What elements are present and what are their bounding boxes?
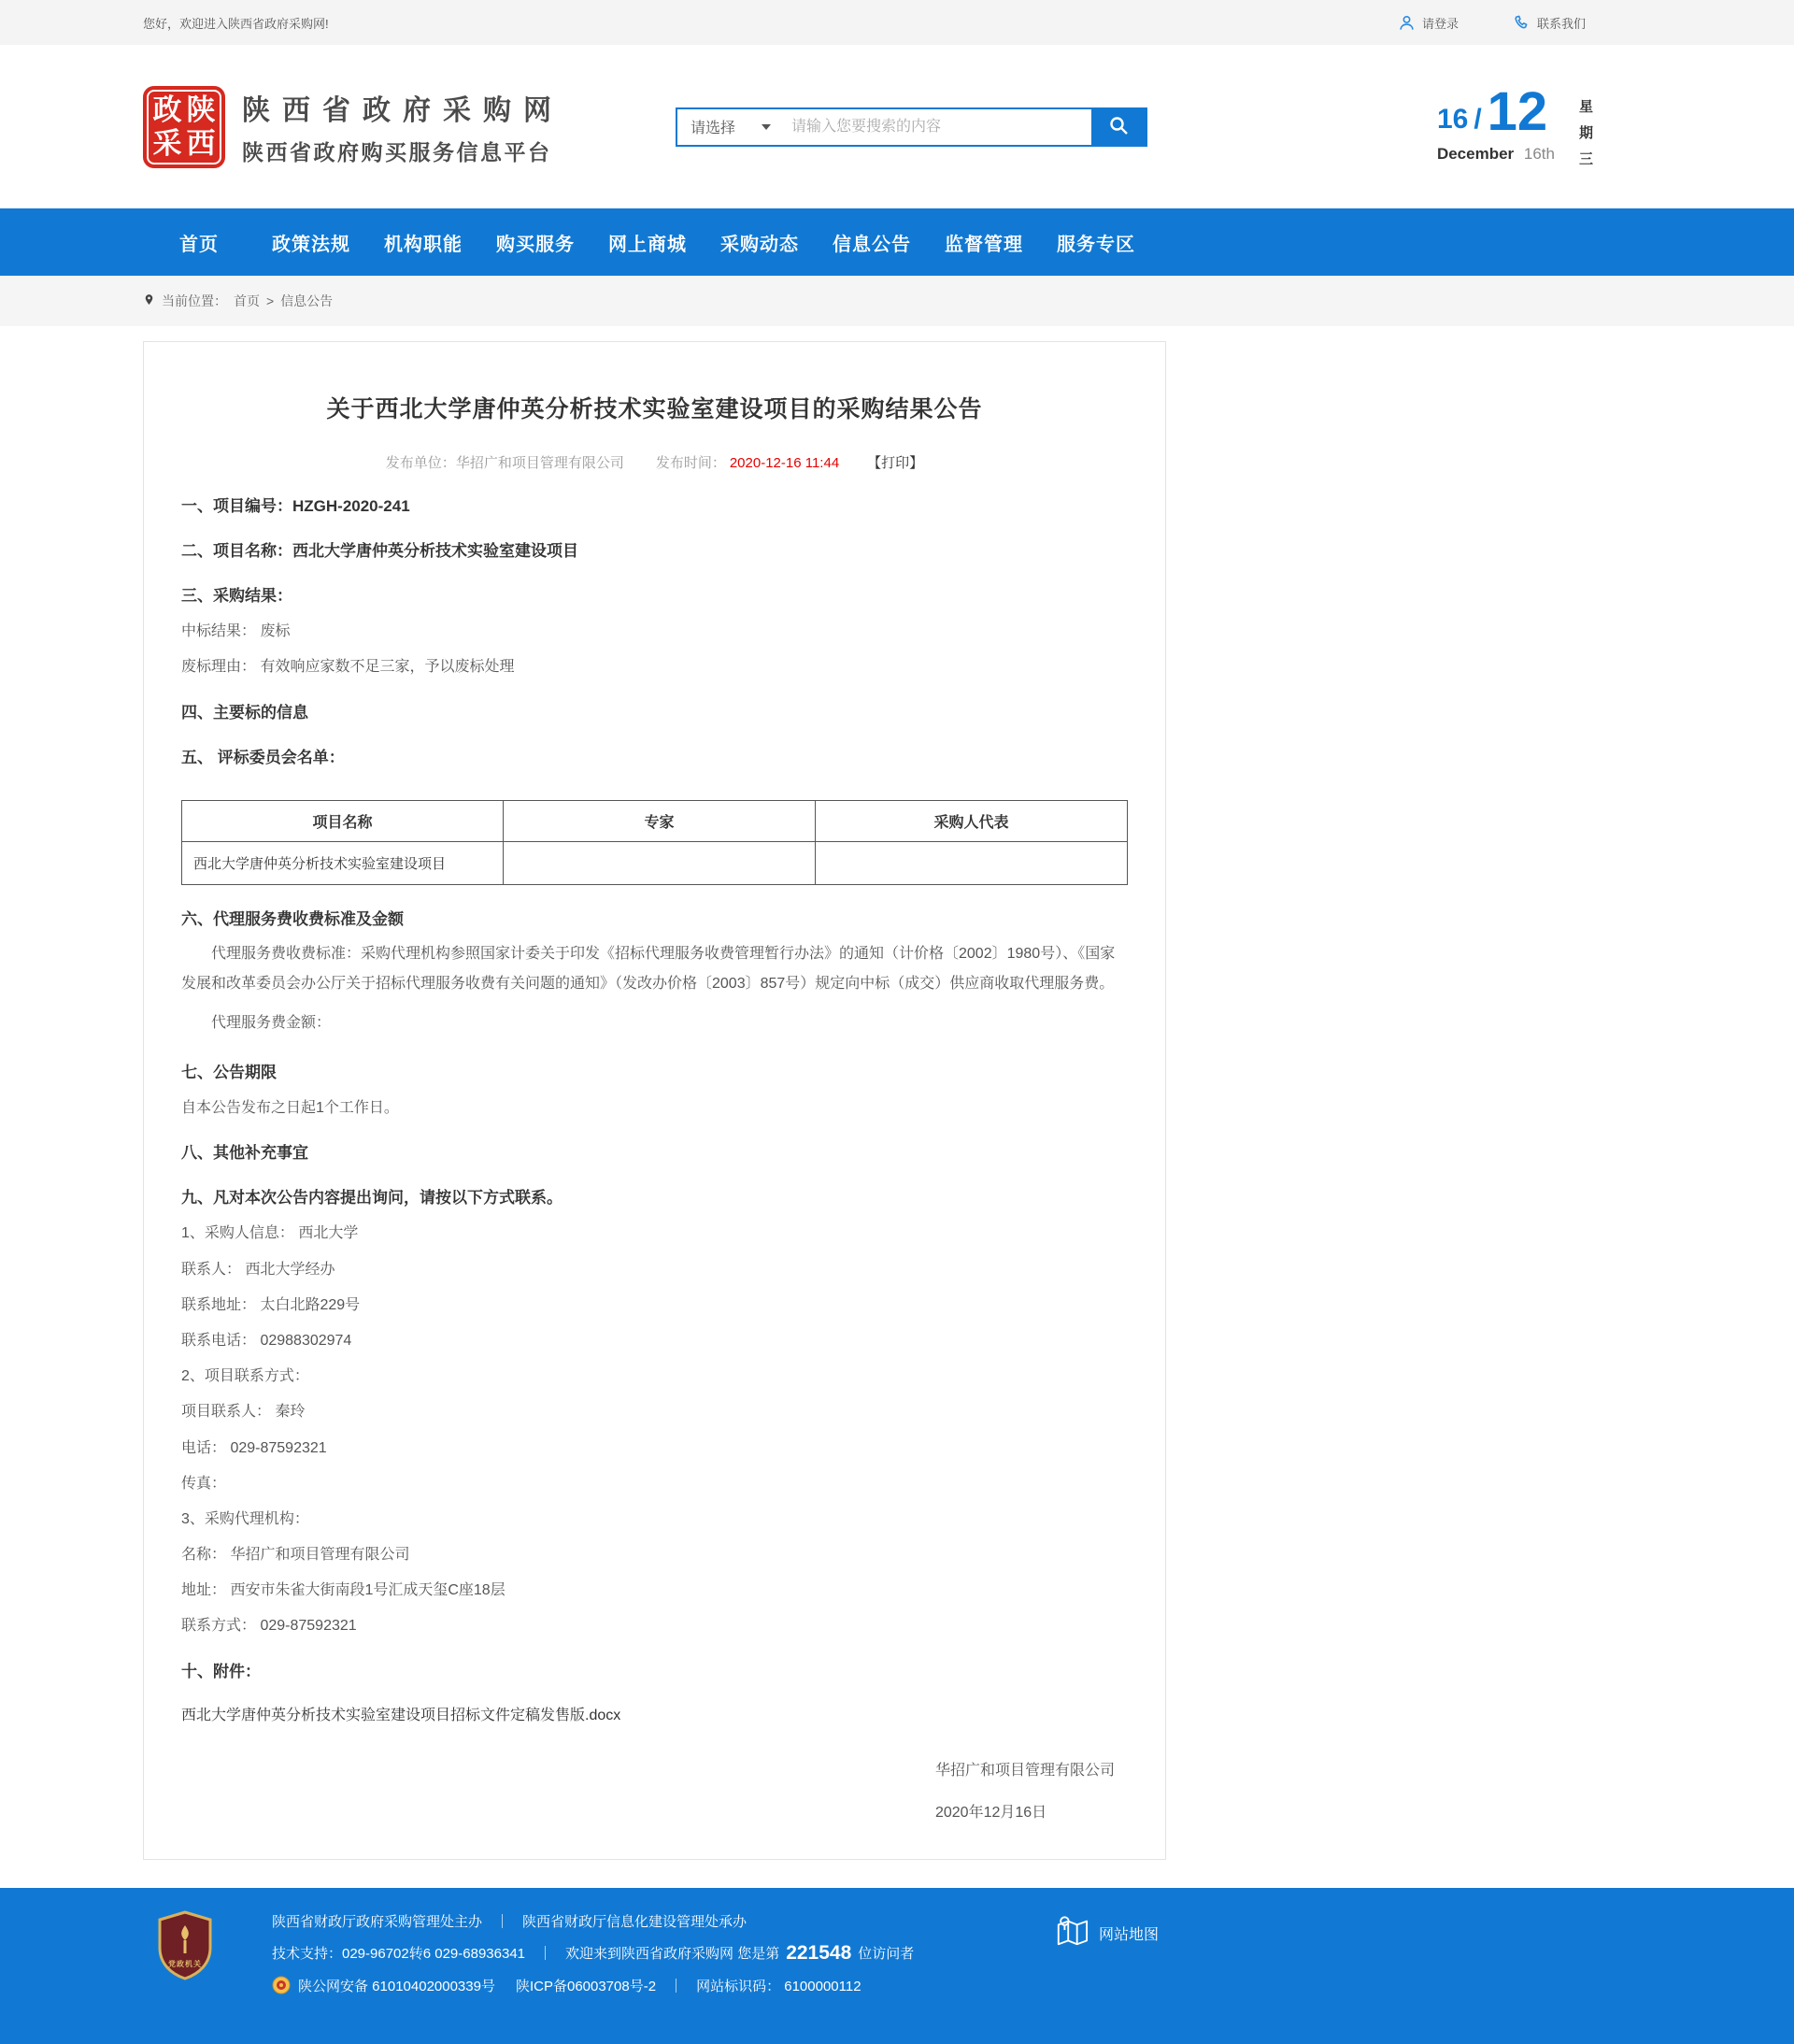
print-button[interactable]: 【打印】 <box>867 455 924 471</box>
footer-line-registration: 陕公网安备 61010402000339号 陕ICP备06003708号-2 ｜ 网站标识码： 6100000112 <box>272 1976 914 1995</box>
date-month: 12 <box>1487 81 1548 142</box>
user-icon <box>1398 14 1416 32</box>
agency-fee-standard: 代理服务费收费标准：采购代理机构参照国家计委关于印发《招标代理服务收费管理暂行办法》的通知（计价格〔2002〕1980号）、《国家发展和改革委员会办公厅关于招标代理服务收费有关问题的通知》（发改办价格〔2003〕857号）规定向中标（成交）供应商收取代理服务费。 <box>181 945 1116 992</box>
icp-record-link[interactable]: 陕ICP备06003708号-2 <box>515 1978 657 1994</box>
section-heading-10: 十、附件： <box>181 1662 261 1680</box>
footer-line-hosts: 陕西省财政厅政府采购管理处主办 ｜ 陕西省财政厅信息化建设管理处承办 <box>272 1913 748 1930</box>
signature-date: 2020年12月16日 <box>934 1804 1047 1821</box>
date-widget <box>1436 81 1651 168</box>
article-card <box>143 341 1166 1860</box>
cell-purchaser-rep <box>816 841 1128 884</box>
breadcrumb-current[interactable]: 信息公告 <box>280 293 334 308</box>
map-icon <box>1054 1914 1089 1952</box>
cell-experts <box>504 841 816 884</box>
topbar <box>0 0 1794 45</box>
table-header-row <box>182 800 1128 841</box>
section-heading-6: 六、代理服务费收费标准及金额 <box>181 909 404 928</box>
attachment-link[interactable]: 西北大学唐仲英分析技术实验室建设项目招标文件定稿发售版.docx <box>181 1707 621 1723</box>
nav-item-service-zone[interactable]: 服务专区 <box>1057 234 1135 255</box>
police-badge-icon <box>272 1976 291 1994</box>
project-contact-heading: 2、项目联系方式： <box>181 1368 309 1385</box>
agency-address: 地址： 西安市朱雀大街南段1号汇成天玺C座18层 <box>181 1582 505 1599</box>
publisher-label: 发布单位： <box>385 455 456 471</box>
breadcrumb-label: 当前位置： <box>162 293 227 308</box>
nav-item-announcements[interactable]: 信息公告 <box>833 234 911 255</box>
search-icon <box>1107 114 1130 139</box>
site-subtitle: 陕西省政府购买服务信息平台 <box>242 140 552 164</box>
welcome-text: 您好，欢迎进入陕西省政府采购网! <box>143 16 329 31</box>
main-nav <box>0 208 1794 276</box>
breadcrumb-bar <box>0 276 1794 326</box>
main-content <box>143 341 1651 1888</box>
article-body <box>181 496 1128 1822</box>
purchaser-info: 1、采购人信息： 西北大学 <box>181 1225 359 1242</box>
sitemap-link[interactable]: 网站地图 <box>1054 1914 1159 1952</box>
nav-item-policies[interactable]: 政策法规 <box>272 234 350 255</box>
project-contact-fax: 传真： <box>181 1475 227 1492</box>
nav-item-procurement-news[interactable]: 采购动态 <box>720 234 799 255</box>
project-contact-phone: 电话： 029-87592321 <box>181 1439 327 1456</box>
nav-item-functions[interactable]: 机构职能 <box>384 234 463 255</box>
publish-time-label: 发布时间： <box>655 455 726 471</box>
site-header <box>0 45 1794 208</box>
nav-item-purchase-service[interactable]: 购买服务 <box>496 234 575 255</box>
phone-icon <box>1513 14 1531 32</box>
section-heading-4: 四、主要标的信息 <box>181 703 308 722</box>
bid-result-line: 中标结果： 废标 <box>181 623 291 640</box>
site-titles <box>242 87 563 166</box>
search-input[interactable] <box>782 109 1091 145</box>
agency-phone: 联系方式： 029-87592321 <box>181 1618 357 1635</box>
table-row <box>182 841 1128 884</box>
purchaser-phone: 联系电话： 02988302974 <box>181 1332 352 1349</box>
site-logo-seal: 政 陕 采 西 <box>143 86 225 168</box>
government-badge <box>156 1910 214 1981</box>
footer-line-support: 技术支持：029-96702转6 029-68936341 ｜ 欢迎来到陕西省政府采购网 您是第 221548 位访问者 <box>272 1941 915 1964</box>
section-heading-2: 二、项目名称：西北大学唐仲英分析技术实验室建设项目 <box>181 542 578 561</box>
col-purchaser-rep: 采购人代表 <box>816 800 1128 841</box>
bid-fail-reason-line: 废标理由： 有效响应家数不足三家，予以废标处理 <box>181 659 515 676</box>
chevron-down-icon <box>762 124 771 130</box>
contact-link[interactable]: 联系我们 <box>1513 14 1586 32</box>
breadcrumb-separator: > <box>266 293 275 308</box>
search-category-select[interactable]: 请选择 <box>677 109 782 145</box>
date-day: 16 <box>1436 104 1469 135</box>
col-project-name: 项目名称 <box>182 800 504 841</box>
section-heading-8: 八、其他补充事宜 <box>181 1144 308 1163</box>
date-numeric: 16 / 12 December 16th <box>1436 81 1555 163</box>
police-record-link[interactable]: 陕公网安备 61010402000339号 <box>298 1978 495 1994</box>
evaluation-committee-table <box>181 800 1128 885</box>
cell-project-name: 西北大学唐仲英分析技术实验室建设项目 <box>182 841 504 884</box>
agency-fee-amount: 代理服务费金额： <box>211 1014 332 1031</box>
signature-block <box>935 1758 1115 1822</box>
date-english: December 16th <box>1436 145 1555 163</box>
section-heading-9: 九、凡对本次公告内容提出询问，请按以下方式联系。 <box>181 1189 562 1208</box>
publisher-value: 华招广和项目管理有限公司 <box>455 455 624 471</box>
section-heading-1: 一、项目编号：HZGH-2020-241 <box>181 497 410 515</box>
purchaser-contact: 联系人： 西北大学经办 <box>181 1261 335 1278</box>
section-heading-7: 七、公告期限 <box>181 1063 277 1081</box>
site-title: 陕西省政府采购网 <box>242 95 563 126</box>
article-meta <box>181 452 1128 472</box>
site-brand[interactable] <box>143 86 563 168</box>
nav-item-online-mall[interactable]: 网上商城 <box>608 234 687 255</box>
site-id-code: 网站标识码： 6100000112 <box>696 1978 861 1994</box>
signature-company: 华招广和项目管理有限公司 <box>934 1762 1115 1779</box>
publish-time-value: 2020-12-16 11:44 <box>729 455 840 471</box>
visitor-count: 221548 <box>786 1941 852 1964</box>
nav-item-supervision[interactable]: 监督管理 <box>945 234 1023 255</box>
breadcrumb <box>143 276 1651 326</box>
nav-item-home[interactable]: 首页 <box>179 234 219 255</box>
col-experts: 专家 <box>504 800 816 841</box>
site-footer <box>0 1888 1794 2044</box>
agency-name: 名称： 华招广和项目管理有限公司 <box>181 1547 410 1564</box>
page-title: 关于西北大学唐仲英分析技术实验室建设项目的采购结果公告 <box>326 396 983 422</box>
location-pin-icon <box>143 293 155 309</box>
agency-heading: 3、采购代理机构： <box>181 1510 309 1527</box>
breadcrumb-home-link[interactable]: 首页 <box>234 293 260 308</box>
search-bar <box>676 107 1147 147</box>
topbar-links <box>1398 14 1651 32</box>
announcement-period: 自本公告发布之日起1个工作日。 <box>181 1100 399 1117</box>
section-heading-5: 五、 评标委员会名单： <box>181 748 345 766</box>
search-button[interactable] <box>1091 109 1146 145</box>
section-heading-3: 三、采购结果： <box>181 587 292 606</box>
footer-text <box>272 1905 914 2044</box>
date-weekday: 星 期 三 <box>1578 99 1593 167</box>
login-link[interactable]: 请登录 <box>1398 14 1459 32</box>
purchaser-address: 联系地址： 太白北路229号 <box>181 1296 361 1313</box>
project-contact-name: 项目联系人： 秦玲 <box>181 1404 306 1421</box>
badge-label: 党政机关 <box>168 1959 202 1968</box>
